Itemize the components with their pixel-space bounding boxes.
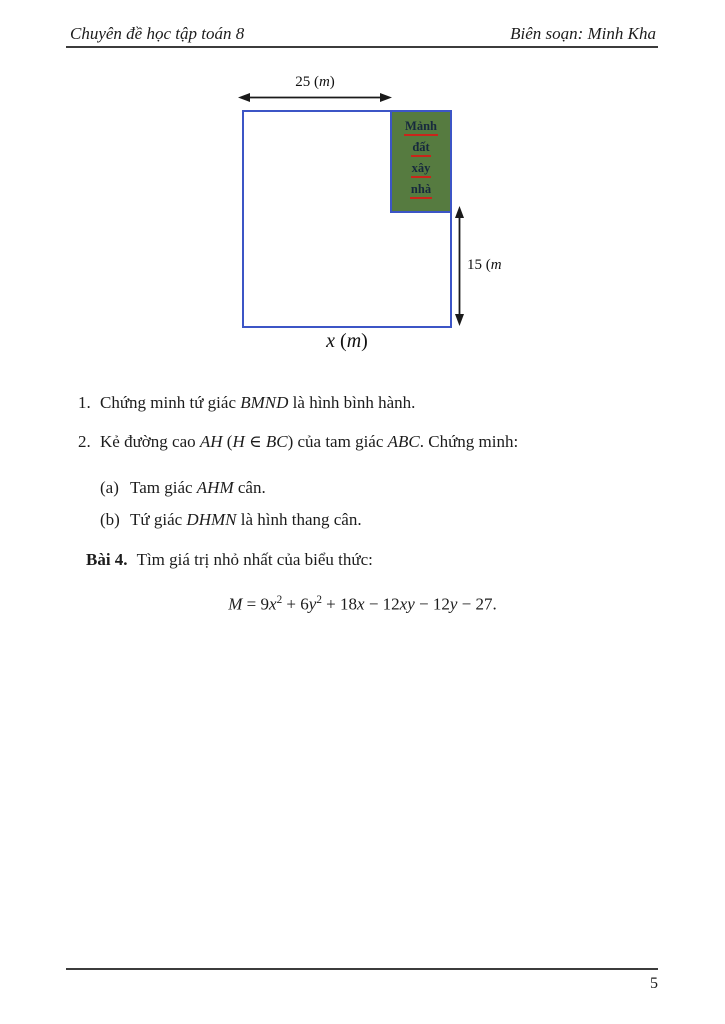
- page-number: 5: [650, 975, 658, 992]
- exercise-text: Tìm giá trị nhỏ nhất của biểu thức:: [136, 550, 373, 569]
- item-text: Chứng minh tứ giác BMND là hình bình hành.: [100, 393, 416, 412]
- header-left-text: Chuyên đề học tập toán 8: [70, 24, 245, 43]
- problem-subitem-b: [100, 510, 362, 530]
- problem-subitem-a: [100, 478, 266, 498]
- width-arrow-icon: [238, 91, 392, 104]
- house-box-word: đất: [411, 140, 430, 157]
- problem-item-1: [78, 393, 415, 413]
- exercise-label: Bài 4.: [86, 550, 128, 569]
- house-box-word: nhà: [410, 182, 432, 199]
- problem-item-2: [78, 432, 518, 452]
- subitem-marker: (b): [100, 510, 120, 529]
- house-box-word: xây: [411, 161, 432, 178]
- subitem-text: Tứ giác DHMN là hình thang cân.: [130, 510, 362, 529]
- height-dimension-label: 15 (m: [467, 257, 502, 273]
- height-arrow-icon: [453, 206, 466, 326]
- exercise-formula: $M = 9x^2 + 6y^2 + 18x - 12xy - 12y - 27$.: [228, 594, 497, 614]
- header-right-text: Biên soạn: Minh Kha: [510, 24, 656, 43]
- subitem-text: Tam giác AHM cân.: [130, 478, 266, 497]
- subitem-marker: (a): [100, 478, 119, 497]
- footer-rule: [66, 968, 658, 970]
- header-rule: [66, 46, 658, 48]
- house-plot-box: [390, 110, 452, 213]
- width-dimension-label: 25 (m): [295, 74, 335, 90]
- house-box-word: Mảnh: [404, 119, 438, 136]
- item-text: Kẻ đường cao AH (H ∈ BC) của tam giác ABC. Chứng minh:: [100, 432, 519, 451]
- exercise-bai-4: [86, 550, 373, 570]
- item-marker: 1.: [78, 393, 91, 412]
- item-marker: 2.: [78, 432, 91, 451]
- bottom-dimension-label: x (m): [326, 330, 368, 352]
